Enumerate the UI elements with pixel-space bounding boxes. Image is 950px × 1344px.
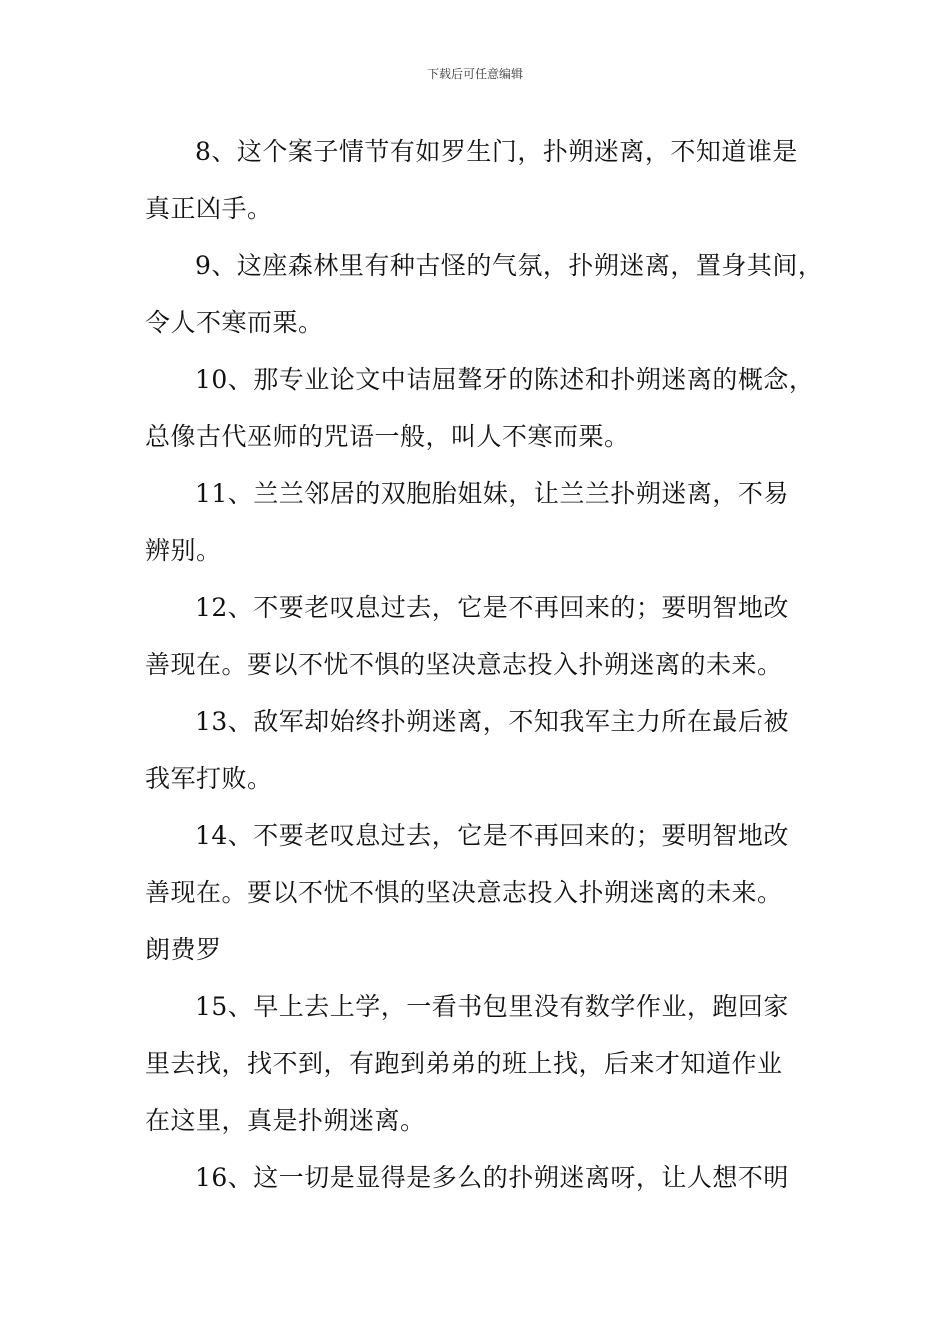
text-line: 12、不要老叹息过去，它是不再回来的；要明智地改 (195, 593, 789, 622)
paragraph-12 (145, 579, 810, 693)
paragraph-15 (145, 978, 810, 1149)
text-line: 15、早上去上学，一看书包里没有数学作业，跑回家 (195, 992, 789, 1021)
document-body (145, 123, 824, 1206)
text-line: 8、这个案子情节有如罗生门，扑朔迷离，不知道谁是 (195, 137, 798, 166)
text-line: 朗费罗 (145, 935, 222, 964)
text-line: 辨别。 (145, 536, 222, 565)
paragraph-13 (145, 693, 810, 807)
text-line: 真正凶手。 (145, 194, 273, 223)
text-line: 总像古代巫师的咒语一般，叫人不寒而栗。 (145, 422, 630, 451)
paragraph-9 (145, 237, 824, 351)
paragraph-10 (145, 351, 815, 465)
text-line: 9、这座森林里有种古怪的气氛，扑朔迷离，置身其间， (195, 251, 824, 280)
paragraph-8 (145, 123, 810, 237)
paragraph-11 (145, 465, 810, 579)
page-header: 下载后可任意编辑 (426, 67, 523, 81)
text-line: 11、兰兰邻居的双胞胎姐妹，让兰兰扑朔迷离，不易 (195, 479, 789, 508)
text-line: 在这里，真是扑朔迷离。 (145, 1106, 426, 1135)
text-line: 16、这一切是显得是多么的扑朔迷离呀，让人想不明 (195, 1163, 789, 1192)
text-line: 里去找，找不到，有跑到弟弟的班上找，后来才知道作业 (145, 1049, 783, 1078)
paragraph-16 (145, 1149, 810, 1206)
text-line: 我军打败。 (145, 764, 273, 793)
text-line: 令人不寒而栗。 (145, 308, 324, 337)
text-line: 善现在。要以不忧不惧的坚决意志投入扑朔迷离的未来。 (145, 650, 783, 679)
text-line: 14、不要老叹息过去，它是不再回来的；要明智地改 (195, 821, 789, 850)
text-line: 善现在。要以不忧不惧的坚决意志投入扑朔迷离的未来。 (145, 878, 783, 907)
text-line: 13、敌军却始终扑朔迷离，不知我军主力所在最后被 (195, 707, 789, 736)
paragraph-14 (145, 807, 810, 978)
text-line: 10、那专业论文中诘屈聱牙的陈述和扑朔迷离的概念， (195, 365, 815, 394)
